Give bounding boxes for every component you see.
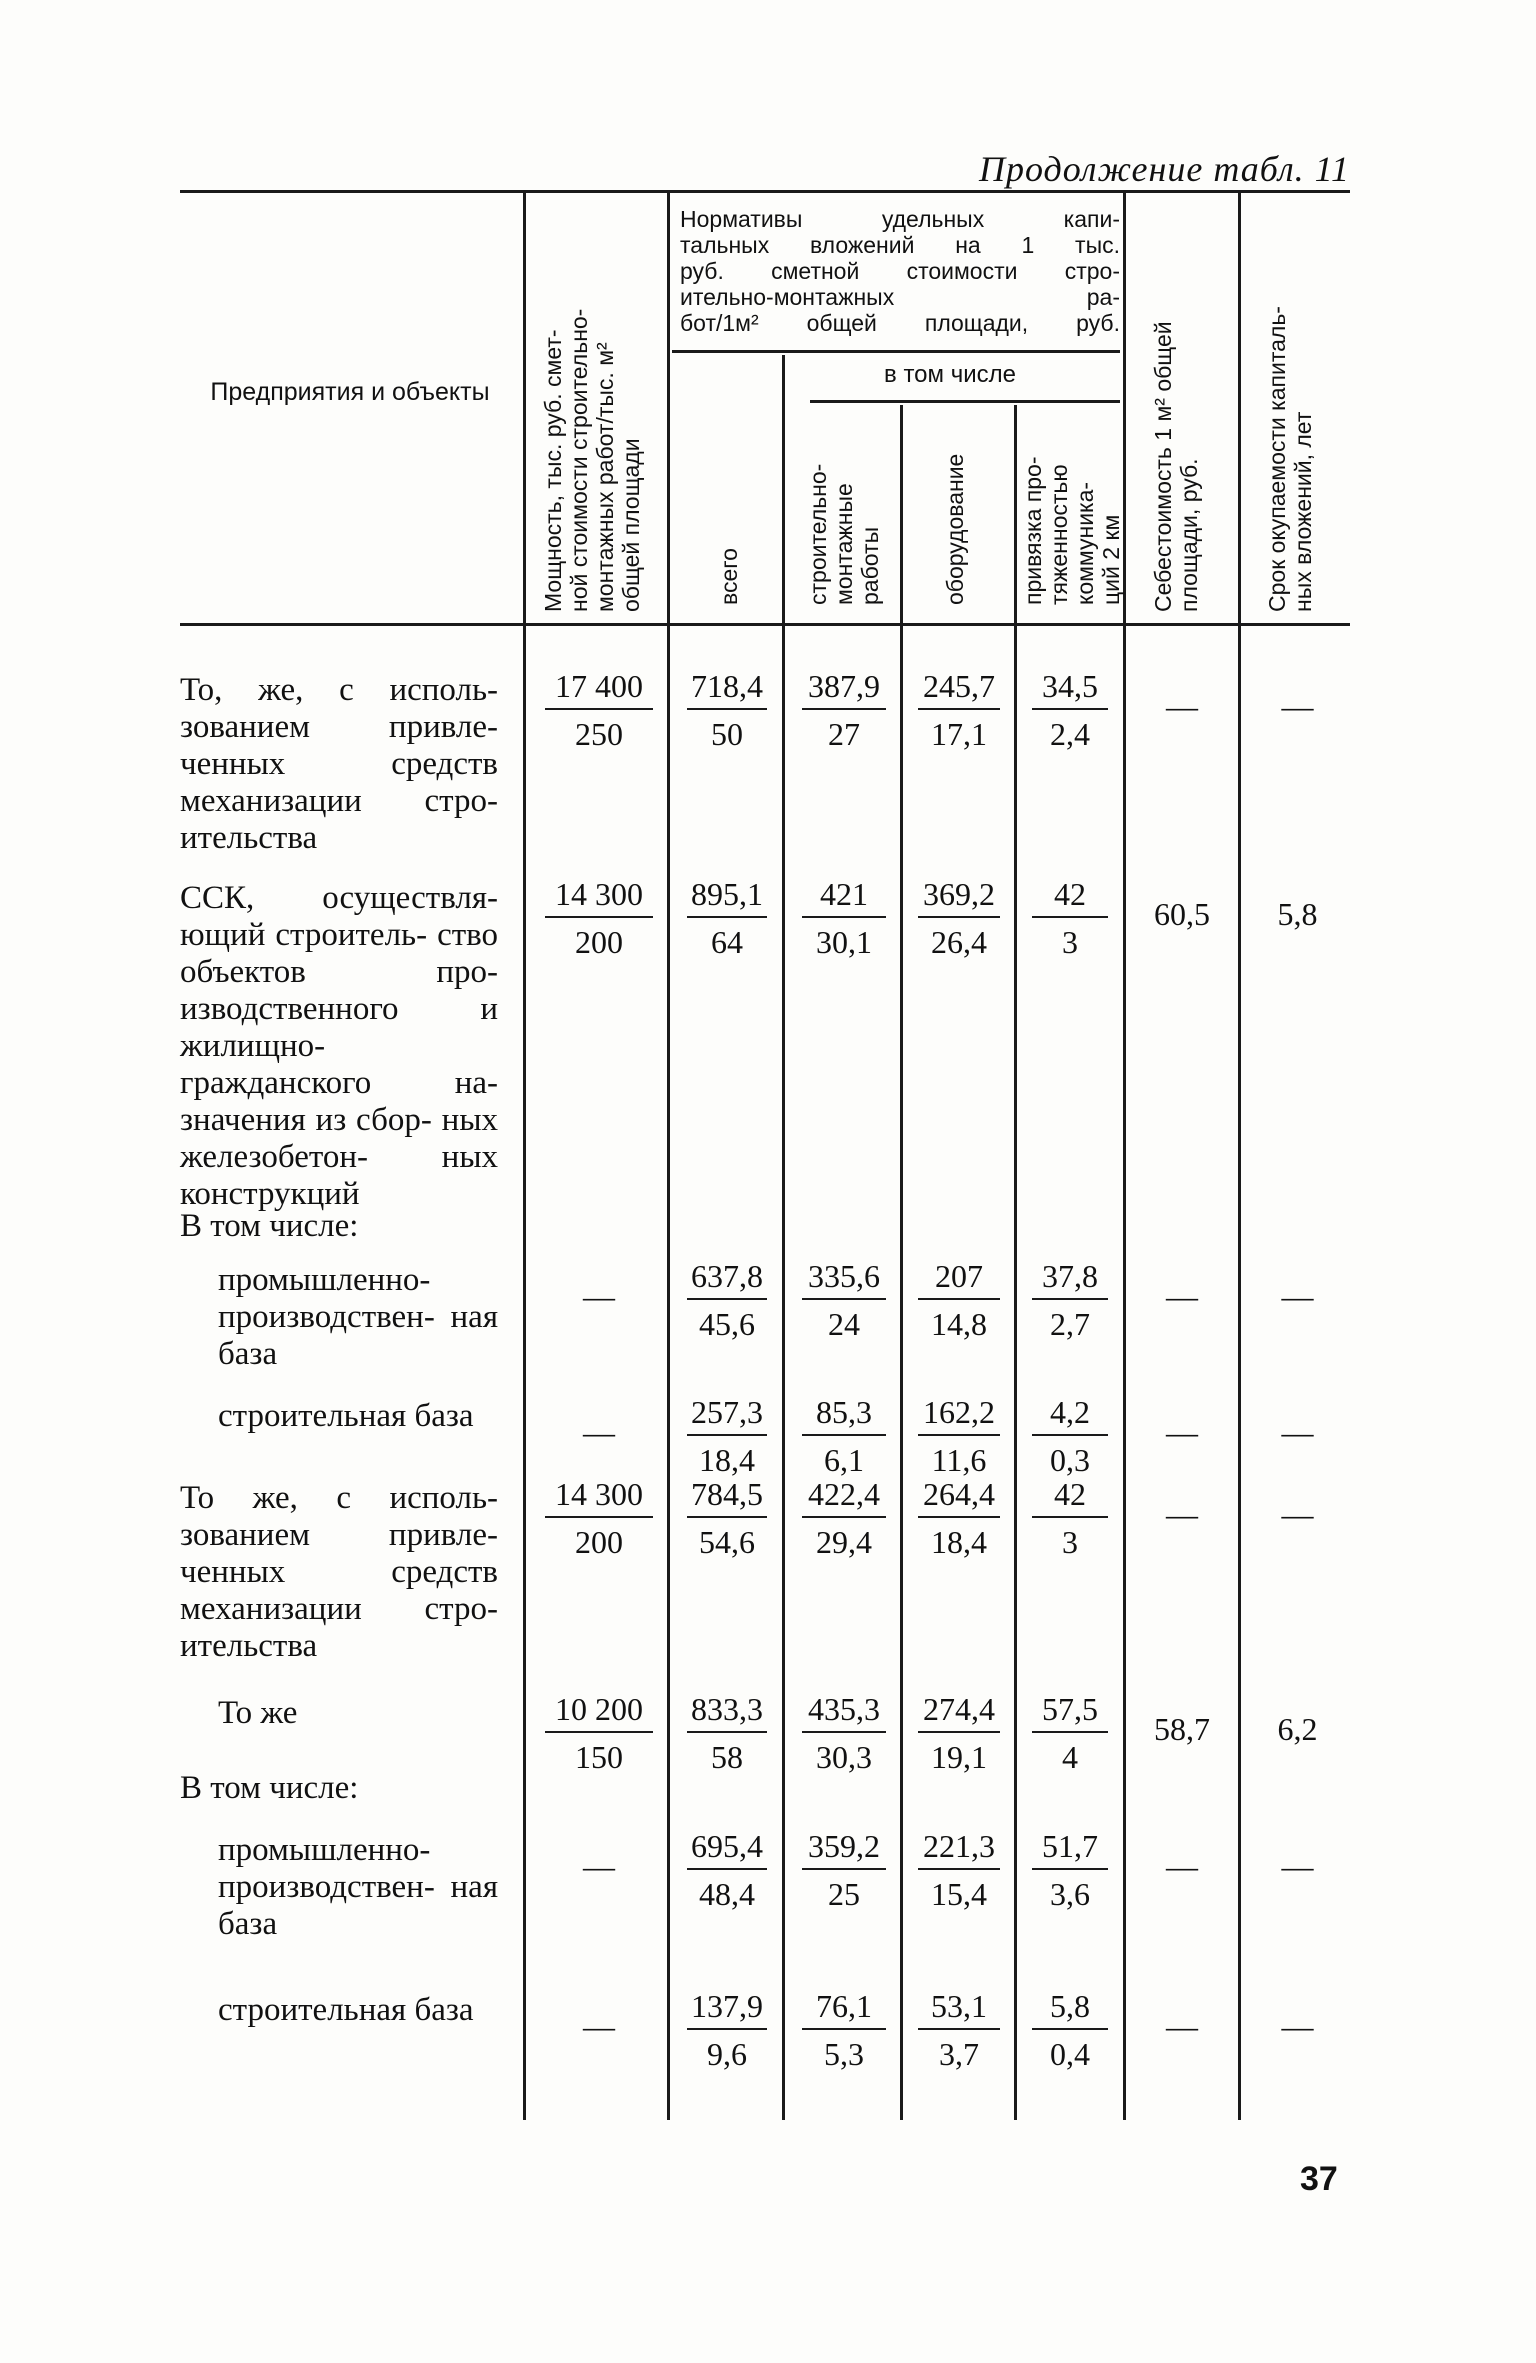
table-cell-value: 58,7	[1154, 1711, 1210, 1747]
fraction-denominator: 200	[575, 1524, 623, 1560]
fraction-numerator: 42	[1054, 876, 1086, 912]
fraction-denominator: 50	[711, 716, 743, 752]
construction-header-line: монтажные	[831, 483, 857, 605]
communications-header-line: привязка про-	[1020, 456, 1046, 605]
cost-header-line: Себестоимость 1 м² общей	[1150, 321, 1176, 612]
table-row-object-name: То, же, с исполь- зованием привле- ченных средств механизации стро- ительства	[180, 672, 498, 856]
fraction-numerator: 221,3	[923, 1828, 995, 1864]
table-cell-value: —	[583, 1848, 615, 1884]
fraction-numerator: 57,5	[1042, 1691, 1098, 1727]
norms-header-line: ительно-монтажных ра-	[680, 284, 1120, 310]
table-cell-value: —	[1166, 1414, 1198, 1450]
table-cell-value: —	[1281, 2008, 1314, 2044]
table-row-object-name: ССК, осуществля- ющий строитель- ство объектов про- изводственного и жилищно- гражданского на- значения из сбор- ных железобетон- ных конструкций	[180, 880, 498, 1212]
fraction-bar	[687, 1434, 767, 1436]
table-row-object-name: То же	[218, 1695, 298, 1731]
fraction-bar	[687, 916, 767, 918]
cost-header-line: площади, руб.	[1176, 458, 1202, 612]
total-header-text: всего	[716, 548, 742, 605]
fraction-numerator: 895,1	[691, 876, 763, 912]
table-continuation-caption: Продолжение табл. 11	[978, 149, 1350, 189]
fraction-bar	[545, 1731, 653, 1733]
fraction-denominator: 150	[575, 1739, 623, 1775]
fraction-denominator: 4	[1062, 1739, 1078, 1775]
fraction-denominator: 48,4	[699, 1876, 755, 1912]
fraction-bar	[918, 916, 1000, 918]
fraction-denominator: 19,1	[931, 1739, 987, 1775]
col-rule-3	[782, 355, 785, 2120]
col-rule-1	[523, 190, 526, 2120]
fraction-bar	[918, 2028, 1000, 2030]
object-column-header	[200, 378, 500, 406]
fraction-bar	[1032, 1298, 1108, 1300]
fraction-numerator: 245,7	[923, 668, 995, 704]
fraction-denominator: 18,4	[931, 1524, 987, 1560]
fraction-denominator: 3,7	[939, 2036, 979, 2072]
fraction-bar	[1032, 1434, 1108, 1436]
fraction-numerator: 5,8	[1050, 1988, 1090, 2024]
fraction-bar	[918, 1731, 1000, 1733]
fraction-bar	[918, 1298, 1000, 1300]
fraction-numerator: 784,5	[691, 1476, 763, 1512]
table-cell-value: —	[1166, 1848, 1198, 1884]
capacity-header-line: общей площади	[618, 438, 644, 612]
col-rule-5	[1014, 405, 1017, 2120]
capacity-header-line: монтажных работ/тыс. м²	[592, 342, 618, 612]
fraction-bar	[1032, 708, 1108, 710]
fraction-numerator: 76,1	[816, 1988, 872, 2024]
table-row-object-name: строительная база	[218, 1398, 474, 1434]
table-cell-value: —	[583, 1414, 615, 1450]
fraction-denominator: 3,6	[1050, 1876, 1090, 1912]
fraction-numerator: 422,4	[808, 1476, 880, 1512]
table-cell-value: —	[1281, 1414, 1314, 1450]
fraction-denominator: 58	[711, 1739, 743, 1775]
communications-header-line: тяженностью	[1046, 464, 1072, 605]
header-bottom-rule	[180, 623, 1350, 626]
fraction-numerator: 14 300	[555, 1476, 643, 1512]
construction-header-line: работы	[857, 526, 883, 605]
norms-header-line: руб. сметной стоимости стро-	[680, 258, 1120, 284]
fraction-bar	[687, 1868, 767, 1870]
table-row-object-name: промышленно- производствен- ная база	[218, 1832, 498, 1942]
norms-column-header	[680, 206, 1120, 336]
fraction-numerator: 137,9	[691, 1988, 763, 2024]
capacity-column-header	[540, 309, 644, 612]
fraction-numerator: 257,3	[691, 1394, 763, 1430]
fraction-denominator: 2,4	[1050, 716, 1090, 752]
fraction-bar	[918, 1516, 1000, 1518]
fraction-bar	[545, 1516, 653, 1518]
fraction-denominator: 54,6	[699, 1524, 755, 1560]
fraction-bar	[802, 916, 886, 918]
fraction-bar	[802, 1298, 886, 1300]
fraction-numerator: 435,3	[808, 1691, 880, 1727]
col-rule-7	[1238, 190, 1241, 2120]
fraction-numerator: 695,4	[691, 1828, 763, 1864]
table-row-object-name: промышленно- производствен- ная база	[218, 1262, 498, 1372]
fraction-numerator: 42	[1054, 1476, 1086, 1512]
table-cell-value: —	[1281, 1278, 1314, 1314]
fraction-bar	[918, 708, 1000, 710]
communications-header-line: ций 2 км	[1098, 514, 1124, 605]
fraction-denominator: 15,4	[931, 1876, 987, 1912]
fraction-bar	[687, 1731, 767, 1733]
construction-column-header	[805, 464, 883, 605]
fraction-numerator: 14 300	[555, 876, 643, 912]
fraction-bar	[918, 1868, 1000, 1870]
fraction-denominator: 0,4	[1050, 2036, 1090, 2072]
equipment-column-header	[942, 454, 968, 605]
fraction-bar	[802, 1731, 886, 1733]
table-cell-value: —	[1281, 1496, 1314, 1532]
fraction-denominator: 14,8	[931, 1306, 987, 1342]
fraction-numerator: 53,1	[931, 1988, 987, 2024]
fraction-denominator: 64	[711, 924, 743, 960]
fraction-denominator: 250	[575, 716, 623, 752]
payback-header-line: Срок окупаемости капиталь-	[1264, 306, 1290, 612]
table-cell-value: 5,8	[1277, 896, 1318, 932]
fraction-numerator: 274,4	[923, 1691, 995, 1727]
table-cell-value: —	[583, 2008, 615, 2044]
fraction-denominator: 27	[828, 716, 860, 752]
fraction-numerator: 37,8	[1042, 1258, 1098, 1294]
table-top-rule	[180, 190, 1350, 193]
fraction-denominator: 3	[1062, 924, 1078, 960]
table-cell-value: 6,2	[1277, 1711, 1318, 1747]
communications-header-line: коммуника-	[1072, 481, 1098, 605]
fraction-bar	[1032, 916, 1108, 918]
fraction-bar	[918, 1434, 1000, 1436]
communications-column-header	[1020, 456, 1124, 605]
fraction-denominator: 18,4	[699, 1442, 755, 1478]
fraction-bar	[1032, 1868, 1108, 1870]
including-header: в том числе	[884, 361, 1016, 388]
fraction-numerator: 421	[820, 876, 868, 912]
capacity-header-line: ной стоимости строительно-	[566, 308, 592, 612]
payback-column-header	[1264, 306, 1316, 612]
fraction-denominator: 6,1	[824, 1442, 864, 1478]
object-column-header-text: Предприятия и объекты	[210, 378, 490, 406]
fraction-denominator: 45,6	[699, 1306, 755, 1342]
col-rule-4	[900, 405, 903, 2120]
fraction-numerator: 359,2	[808, 1828, 880, 1864]
fraction-numerator: 335,6	[808, 1258, 880, 1294]
fraction-numerator: 264,4	[923, 1476, 995, 1512]
fraction-bar	[802, 1516, 886, 1518]
table-row-object-name: То же, с исполь- зованием привле- ченных средств механизации стро- ительства	[180, 1480, 498, 1664]
norms-sub-rule	[672, 350, 1120, 353]
table-row-object-name: строительная база	[218, 1992, 474, 2028]
table-cell-value: —	[1166, 1496, 1198, 1532]
capacity-header-line: Мощность, тыс. руб. смет-	[540, 329, 566, 612]
fraction-denominator: 2,7	[1050, 1306, 1090, 1342]
fraction-bar	[1032, 2028, 1108, 2030]
fraction-denominator: 5,3	[824, 2036, 864, 2072]
fraction-denominator: 24	[828, 1306, 860, 1342]
equipment-header-text: оборудование	[942, 453, 968, 605]
fraction-numerator: 387,9	[808, 668, 880, 704]
fraction-denominator: 25	[828, 1876, 860, 1912]
table-row-object-name: В том числе:	[180, 1208, 359, 1244]
col-rule-2	[667, 190, 670, 2120]
fraction-bar	[1032, 1516, 1108, 1518]
total-column-header	[716, 548, 742, 605]
fraction-numerator: 34,5	[1042, 668, 1098, 704]
fraction-numerator: 718,4	[691, 668, 763, 704]
norms-header-line: бот/1м² общей площади, руб.	[680, 310, 1120, 336]
fraction-numerator: 162,2	[923, 1394, 995, 1430]
fraction-bar	[687, 1516, 767, 1518]
fraction-denominator: 9,6	[707, 2036, 747, 2072]
norms-header-line: Нормативы удельных капи-	[680, 206, 1120, 232]
fraction-numerator: 4,2	[1050, 1394, 1090, 1430]
fraction-bar	[1032, 1731, 1108, 1733]
payback-header-line: ных вложений, лет	[1290, 411, 1316, 612]
fraction-bar	[802, 1868, 886, 1870]
table-cell-value: —	[1281, 1848, 1314, 1884]
fraction-bar	[545, 708, 653, 710]
table-cell-value: —	[1166, 1278, 1198, 1314]
fraction-bar	[687, 2028, 767, 2030]
fraction-numerator: 833,3	[691, 1691, 763, 1727]
fraction-bar	[802, 708, 886, 710]
fraction-denominator: 26,4	[931, 924, 987, 960]
fraction-denominator: 200	[575, 924, 623, 960]
fraction-numerator: 17 400	[555, 668, 643, 704]
fraction-denominator: 30,1	[816, 924, 872, 960]
table-cell-value: —	[583, 1278, 615, 1314]
fraction-denominator: 30,3	[816, 1739, 872, 1775]
fraction-bar	[802, 1434, 886, 1436]
table-cell-value: —	[1166, 2008, 1198, 2044]
fraction-numerator: 85,3	[816, 1394, 872, 1430]
table-cell-value: —	[1166, 688, 1198, 724]
page-number: 37	[1300, 2160, 1338, 2198]
fraction-bar	[545, 916, 653, 918]
fraction-denominator: 17,1	[931, 716, 987, 752]
fraction-numerator: 10 200	[555, 1691, 643, 1727]
construction-header-line: строительно-	[805, 463, 831, 605]
fraction-bar	[687, 1298, 767, 1300]
fraction-numerator: 369,2	[923, 876, 995, 912]
fraction-denominator: 29,4	[816, 1524, 872, 1560]
fraction-denominator: 3	[1062, 1524, 1078, 1560]
table-cell-value: 60,5	[1154, 896, 1210, 932]
fraction-numerator: 637,8	[691, 1258, 763, 1294]
fraction-bar	[687, 708, 767, 710]
including-sub-rule	[810, 400, 1120, 403]
fraction-bar	[802, 2028, 886, 2030]
table-cell-value: —	[1281, 688, 1314, 724]
table-row-object-name: В том числе:	[180, 1770, 359, 1806]
fraction-numerator: 207	[935, 1258, 983, 1294]
cost-column-header	[1150, 321, 1202, 612]
fraction-numerator: 51,7	[1042, 1828, 1098, 1864]
norms-header-line: тальных вложений на 1 тыс.	[680, 232, 1120, 258]
fraction-denominator: 11,6	[931, 1442, 987, 1478]
fraction-denominator: 0,3	[1050, 1442, 1090, 1478]
